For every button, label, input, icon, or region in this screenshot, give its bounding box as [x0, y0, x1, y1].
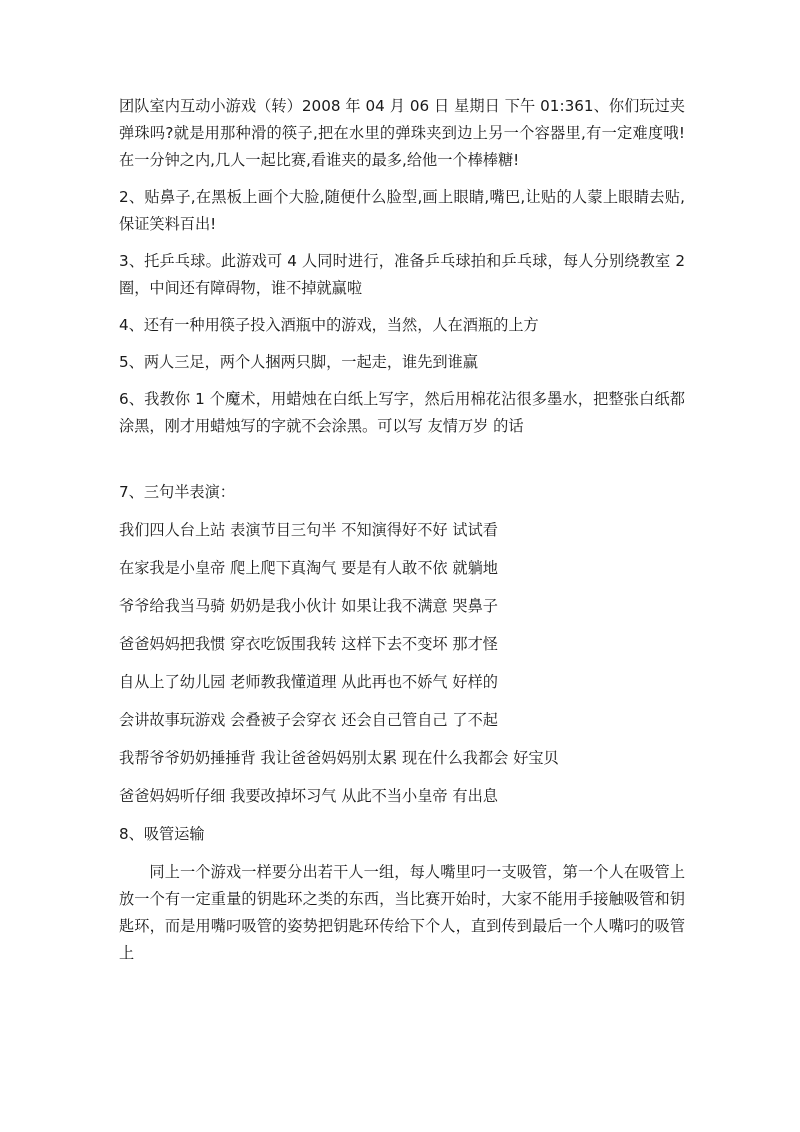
- section-8-title: 8、吸管运输: [119, 825, 205, 843]
- poem-line: 爸爸妈妈听仔细 我要改掉坏习气 从此不当小皇帝 有出息: [119, 787, 498, 805]
- poem-line: 在家我是小皇帝 爬上爬下真淘气 要是有人敢不依 就躺地: [119, 559, 498, 577]
- poem-line: 我们四人台上站 表演节目三句半 不知演得好不好 试试看: [119, 521, 498, 539]
- paragraph-game-3: 3、托乒乓球。此游戏可 4 人同时进行，准备乒乓球拍和乒乓球，每人分别绕教室 2 圈，中间还有障碍物，谁不掉就赢啦: [119, 252, 685, 297]
- section-7-title: 7、三句半表演：: [119, 483, 235, 501]
- paragraph-game-4: 4、还有一种用筷子投入酒瓶中的游戏，当然，人在酒瓶的上方: [119, 316, 539, 334]
- paragraph-game-2: 2、贴鼻子,在黑板上画个大脸,随便什么脸型,画上眼睛,嘴巴,让贴的人蒙上眼睛去贴,保证笑料百出!: [119, 188, 685, 233]
- poem-line: 爸爸妈妈把我惯 穿衣吃饭围我转 这样下去不变坏 那才怪: [119, 635, 498, 653]
- paragraph-game-6: 6、我教你 1 个魔术，用蜡烛在白纸上写字，然后用棉花沾很多墨水，把整张白纸都涂黑，刚才用蜡烛写的字就不会涂黑。可以写 友情万岁 的话: [119, 390, 685, 435]
- document-body: [119, 93, 685, 977]
- section-8-paragraph: 同上一个游戏一样要分出若干人一组，每人嘴里叼一支吸管，第一个人在吸管上放一个有一定重量的钥匙环之类的东西，当比赛开始时，大家不能用手接触吸管和钥匙环，而是用嘴叼吸管的姿势把钥匙环传给下个人，直到传到最后一个人嘴叼的吸管上: [119, 863, 685, 962]
- paragraph-game-5: 5、两人三足，两个人捆两只脚，一起走，谁先到谁赢: [119, 353, 478, 371]
- paragraph-intro-game-1: 团队室内互动小游戏（转）2008 年 04 月 06 日 星期日 下午 01:361、你们玩过夹弹珠吗?就是用那种滑的筷子,把在水里的弹珠夹到边上另一个容器里,有一定难度哦!在一分钟之内,几人一起比赛,看谁夹的最多,给他一个棒棒糖!: [119, 97, 685, 169]
- poem-line: 会讲故事玩游戏 会叠被子会穿衣 还会自己管自己 了不起: [119, 711, 498, 729]
- poem-line: 自从上了幼儿园 老师教我懂道理 从此再也不娇气 好样的: [119, 673, 498, 691]
- blank-line: [119, 450, 685, 479]
- poem-line: 我帮爷爷奶奶捶捶背 我让爸爸妈妈别太累 现在什么我都会 好宝贝: [119, 749, 559, 767]
- poem-line: 爷爷给我当马骑 奶奶是我小伙计 如果让我不满意 哭鼻子: [119, 597, 498, 615]
